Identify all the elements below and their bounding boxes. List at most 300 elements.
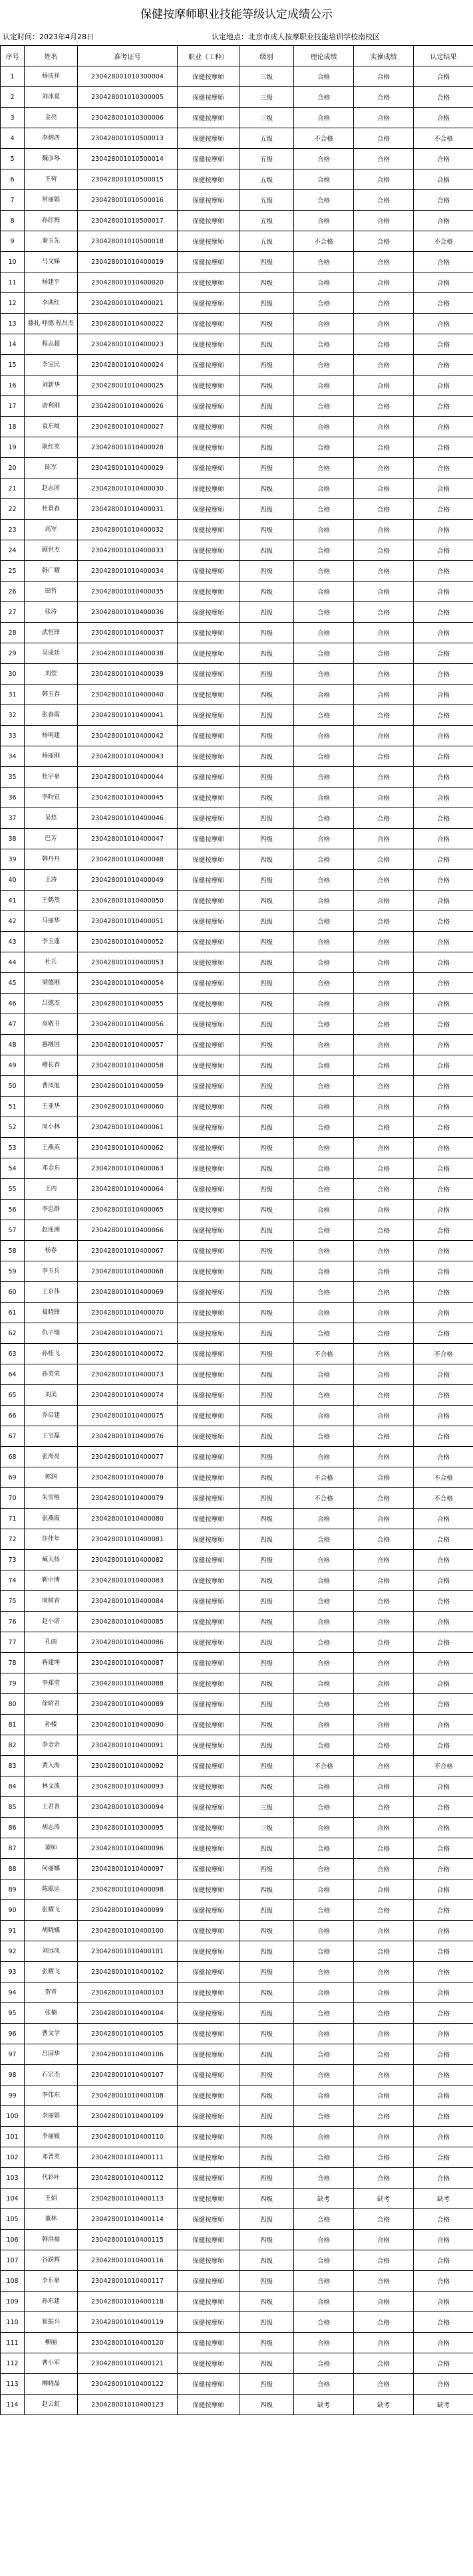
result: 缺考 <box>414 2395 473 2415</box>
occupation: 保健按摩师 <box>178 1344 239 1364</box>
level: 四级 <box>239 1632 294 1653</box>
theory-score: 合格 <box>294 2292 354 2312</box>
level: 四级 <box>239 2003 294 2024</box>
occupation: 保健按摩师 <box>178 314 239 334</box>
exam-info <box>0 29 473 45</box>
exam-id: 230428001010400121 <box>78 2353 178 2374</box>
occupation: 保健按摩师 <box>178 870 239 891</box>
candidate-name: 马文娣 <box>25 252 78 272</box>
practical-score: 合格 <box>354 1220 414 1241</box>
exam-id: 230428001010400116 <box>78 2250 178 2271</box>
exam-id: 230428001010400034 <box>78 561 178 582</box>
theory-score: 合格 <box>294 1673 354 1694</box>
table-row <box>1 891 473 911</box>
theory-score: 合格 <box>294 2271 354 2292</box>
exam-id: 230428001010400093 <box>78 1776 178 1797</box>
practical-score: 合格 <box>354 973 414 994</box>
table-row <box>1 2127 473 2147</box>
exam-id: 230428001010400038 <box>78 643 178 664</box>
candidate-name: 王君善 <box>25 1797 78 1818</box>
row-index: 7 <box>1 190 25 211</box>
practical-score: 合格 <box>354 2209 414 2230</box>
theory-score: 合格 <box>294 479 354 499</box>
theory-score: 合格 <box>294 417 354 437</box>
candidate-name: 李玉蓬 <box>25 932 78 952</box>
occupation: 保健按摩师 <box>178 685 239 705</box>
occupation: 保健按摩师 <box>178 1715 239 1735</box>
result: 合格 <box>414 911 473 932</box>
exam-id: 230428001010300094 <box>78 1797 178 1818</box>
level: 四级 <box>239 540 294 561</box>
exam-id: 230428001010500013 <box>78 128 178 149</box>
theory-score: 合格 <box>294 1323 354 1344</box>
result: 合格 <box>414 2312 473 2333</box>
result: 合格 <box>414 108 473 128</box>
candidate-name: 朱雪维 <box>25 1488 78 1509</box>
theory-score: 合格 <box>294 190 354 211</box>
result: 合格 <box>414 1879 473 1900</box>
exam-id: 230428001010400115 <box>78 2230 178 2250</box>
result: 合格 <box>414 891 473 911</box>
level: 四级 <box>239 499 294 520</box>
practical-score: 合格 <box>354 1550 414 1570</box>
table-row <box>1 169 473 190</box>
practical-score: 合格 <box>354 499 414 520</box>
result: 合格 <box>414 561 473 582</box>
occupation: 保健按摩师 <box>178 437 239 458</box>
candidate-name: 袁东岐 <box>25 417 78 437</box>
occupation: 保健按摩师 <box>178 1241 239 1261</box>
table-row <box>1 231 473 252</box>
candidate-name: 郭润 <box>25 1467 78 1488</box>
level: 四级 <box>239 252 294 272</box>
exam-id: 230428001010400065 <box>78 1200 178 1220</box>
row-index: 66 <box>1 1406 25 1426</box>
practical-score: 合格 <box>354 355 414 376</box>
exam-id: 230428001010400118 <box>78 2292 178 2312</box>
exam-id: 230428001010400053 <box>78 952 178 973</box>
candidate-name: 马丽华 <box>25 911 78 932</box>
row-index: 22 <box>1 499 25 520</box>
theory-score: 合格 <box>294 829 354 849</box>
level: 四级 <box>239 2127 294 2147</box>
row-index: 93 <box>1 1962 25 1983</box>
row-index: 33 <box>1 726 25 746</box>
table-header <box>1 46 473 66</box>
practical-score: 合格 <box>354 396 414 417</box>
level: 四级 <box>239 1385 294 1406</box>
occupation: 保健按摩师 <box>178 2250 239 2271</box>
candidate-name: 杨丽刚 <box>25 746 78 767</box>
practical-score: 合格 <box>354 169 414 190</box>
row-index: 100 <box>1 2106 25 2127</box>
result: 合格 <box>414 932 473 952</box>
candidate-name: 李典红 <box>25 293 78 314</box>
theory-score: 合格 <box>294 994 354 1014</box>
row-index: 39 <box>1 849 25 870</box>
result: 合格 <box>414 1261 473 1282</box>
row-index: 97 <box>1 2044 25 2065</box>
exam-id: 230428001010400049 <box>78 870 178 891</box>
exam-id: 230428001010400076 <box>78 1426 178 1447</box>
level: 四级 <box>239 1282 294 1303</box>
theory-score: 合格 <box>294 2044 354 2065</box>
level: 四级 <box>239 891 294 911</box>
occupation: 保健按摩师 <box>178 1035 239 1055</box>
candidate-name: 孙楼 <box>25 1715 78 1735</box>
theory-score: 合格 <box>294 2333 354 2353</box>
occupation: 保健按摩师 <box>178 2065 239 2086</box>
table-row <box>1 849 473 870</box>
exam-id: 230428001010400105 <box>78 2024 178 2044</box>
theory-score: 合格 <box>294 2086 354 2106</box>
table-row <box>1 1097 473 1117</box>
result: 合格 <box>414 1509 473 1529</box>
row-index: 43 <box>1 932 25 952</box>
theory-score: 合格 <box>294 1385 354 1406</box>
level: 四级 <box>239 2189 294 2209</box>
practical-score: 合格 <box>354 1261 414 1282</box>
table-row <box>1 1653 473 1673</box>
result: 不合格 <box>414 128 473 149</box>
level: 四级 <box>239 1529 294 1550</box>
practical-score: 合格 <box>354 1344 414 1364</box>
level: 四级 <box>239 602 294 623</box>
table-row <box>1 788 473 808</box>
occupation: 保健按摩师 <box>178 1467 239 1488</box>
level: 四级 <box>239 1014 294 1035</box>
occupation: 保健按摩师 <box>178 417 239 437</box>
candidate-name: 王宝磊 <box>25 1426 78 1447</box>
exam-id: 230428001010500016 <box>78 190 178 211</box>
exam-id: 230428001010300006 <box>78 108 178 128</box>
occupation: 保健按摩师 <box>178 540 239 561</box>
result: 合格 <box>414 190 473 211</box>
occupation: 保健按摩师 <box>178 1776 239 1797</box>
practical-score: 合格 <box>354 458 414 479</box>
theory-score: 合格 <box>294 1900 354 1921</box>
exam-id: 230428001010400055 <box>78 994 178 1014</box>
level: 四级 <box>239 2209 294 2230</box>
practical-score: 合格 <box>354 1570 414 1591</box>
theory-score: 合格 <box>294 1035 354 1055</box>
occupation: 保健按摩师 <box>178 2086 239 2106</box>
table-row <box>1 1035 473 1055</box>
row-index: 88 <box>1 1859 25 1879</box>
candidate-name: 黄大海 <box>25 1756 78 1776</box>
exam-id: 230428001010400111 <box>78 2147 178 2168</box>
practical-score: 合格 <box>354 520 414 540</box>
level: 四级 <box>239 1673 294 1694</box>
occupation: 保健按摩师 <box>178 849 239 870</box>
candidate-name: 孙英荣 <box>25 1364 78 1385</box>
table-row <box>1 1385 473 1406</box>
table-row <box>1 2024 473 2044</box>
row-index: 112 <box>1 2353 25 2374</box>
candidate-name: 王鹤然 <box>25 891 78 911</box>
col-occupation-header: 职业（工种） <box>178 46 239 66</box>
theory-score: 合格 <box>294 911 354 932</box>
theory-score: 合格 <box>294 1776 354 1797</box>
theory-score: 合格 <box>294 1282 354 1303</box>
candidate-name: 韩广耀 <box>25 561 78 582</box>
exam-id: 230428001010400075 <box>78 1406 178 1426</box>
exam-id: 230428001010400056 <box>78 1014 178 1035</box>
theory-score: 合格 <box>294 1591 354 1612</box>
row-index: 104 <box>1 2189 25 2209</box>
level: 四级 <box>239 437 294 458</box>
result: 合格 <box>414 1921 473 1941</box>
occupation: 保健按摩师 <box>178 705 239 726</box>
theory-score: 合格 <box>294 396 354 417</box>
occupation: 保健按摩师 <box>178 2292 239 2312</box>
theory-score: 合格 <box>294 1715 354 1735</box>
candidate-name: 靳中博 <box>25 1570 78 1591</box>
table-row <box>1 1612 473 1632</box>
exam-id: 230428001010400122 <box>78 2374 178 2395</box>
col-practical-header: 实操成绩 <box>354 46 414 66</box>
row-index: 2 <box>1 87 25 108</box>
result: 合格 <box>414 1941 473 1962</box>
candidate-name: 张海亮 <box>25 1447 78 1467</box>
exam-id: 230428001010400032 <box>78 520 178 540</box>
practical-score: 合格 <box>354 746 414 767</box>
candidate-name: 孙桂飞 <box>25 1344 78 1364</box>
level: 四级 <box>239 1241 294 1261</box>
result: 合格 <box>414 1694 473 1715</box>
result: 合格 <box>414 1612 473 1632</box>
theory-score: 合格 <box>294 705 354 726</box>
table-row <box>1 1241 473 1261</box>
row-index: 45 <box>1 973 25 994</box>
table-row <box>1 1962 473 1983</box>
exam-id: 230428001010400030 <box>78 479 178 499</box>
level: 四级 <box>239 1550 294 1570</box>
theory-score: 合格 <box>294 582 354 602</box>
table-row <box>1 1818 473 1838</box>
practical-score: 合格 <box>354 1900 414 1921</box>
candidate-name: 李东豪 <box>25 2271 78 2292</box>
result: 合格 <box>414 2209 473 2230</box>
result: 合格 <box>414 1323 473 1344</box>
table-row <box>1 1879 473 1900</box>
level: 四级 <box>239 1879 294 1900</box>
exam-id: 230428001010400089 <box>78 1694 178 1715</box>
table-row <box>1 643 473 664</box>
exam-id: 230428001010400113 <box>78 2189 178 2209</box>
occupation: 保健按摩师 <box>178 2147 239 2168</box>
exam-id: 230428001010400033 <box>78 540 178 561</box>
practical-score: 合格 <box>354 1879 414 1900</box>
result: 合格 <box>414 2353 473 2374</box>
theory-score: 合格 <box>294 870 354 891</box>
practical-score: 合格 <box>354 891 414 911</box>
practical-score: 合格 <box>354 582 414 602</box>
practical-score: 合格 <box>354 1323 414 1344</box>
exam-id: 230428001010500017 <box>78 211 178 231</box>
candidate-name: 韩洪福 <box>25 2230 78 2250</box>
practical-score: 合格 <box>354 252 414 272</box>
occupation: 保健按摩师 <box>178 1488 239 1509</box>
practical-score: 合格 <box>354 1200 414 1220</box>
candidate-name: 刘萱 <box>25 664 78 685</box>
occupation: 保健按摩师 <box>178 1941 239 1962</box>
row-index: 65 <box>1 1385 25 1406</box>
candidate-name: 周小林 <box>25 1117 78 1138</box>
candidate-name: 陈聪运 <box>25 1879 78 1900</box>
exam-id: 230428001010400057 <box>78 1035 178 1055</box>
practical-score: 合格 <box>354 623 414 643</box>
practical-score: 合格 <box>354 2147 414 2168</box>
practical-score: 合格 <box>354 293 414 314</box>
row-index: 26 <box>1 582 25 602</box>
result: 合格 <box>414 2250 473 2271</box>
result: 合格 <box>414 1735 473 1756</box>
theory-score: 合格 <box>294 1158 354 1179</box>
candidate-name: 邓金东 <box>25 1158 78 1179</box>
exam-id: 230428001010400021 <box>78 293 178 314</box>
candidate-name: 胡晓娜 <box>25 1921 78 1941</box>
row-index: 103 <box>1 2168 25 2189</box>
practical-score: 合格 <box>354 664 414 685</box>
table-row <box>1 2168 473 2189</box>
result: 合格 <box>414 2127 473 2147</box>
result: 合格 <box>414 2024 473 2044</box>
practical-score: 合格 <box>354 314 414 334</box>
result: 合格 <box>414 499 473 520</box>
table-row <box>1 1200 473 1220</box>
practical-score: 合格 <box>354 1406 414 1426</box>
exam-id: 230428001010500015 <box>78 169 178 190</box>
theory-score: 合格 <box>294 1632 354 1653</box>
candidate-name: 顾世杰 <box>25 540 78 561</box>
candidate-name: 王京伟 <box>25 1282 78 1303</box>
result: 合格 <box>414 726 473 746</box>
result: 合格 <box>414 582 473 602</box>
table-row <box>1 1900 473 1921</box>
row-index: 92 <box>1 1941 25 1962</box>
theory-score: 合格 <box>294 2147 354 2168</box>
occupation: 保健按摩师 <box>178 2106 239 2127</box>
table-body <box>1 66 473 2415</box>
practical-score: 合格 <box>354 2333 414 2353</box>
theory-score: 合格 <box>294 849 354 870</box>
row-index: 83 <box>1 1756 25 1776</box>
row-index: 74 <box>1 1570 25 1591</box>
row-index: 71 <box>1 1509 25 1529</box>
practical-score: 合格 <box>354 540 414 561</box>
row-index: 68 <box>1 1447 25 1467</box>
practical-score: 合格 <box>354 479 414 499</box>
row-index: 11 <box>1 272 25 293</box>
theory-score: 合格 <box>294 1879 354 1900</box>
exam-id: 230428001010400068 <box>78 1261 178 1282</box>
exam-id: 230428001010400025 <box>78 376 178 396</box>
row-index: 40 <box>1 870 25 891</box>
row-index: 38 <box>1 829 25 849</box>
exam-id: 230428001010400042 <box>78 726 178 746</box>
theory-score: 合格 <box>294 252 354 272</box>
occupation: 保健按摩师 <box>178 932 239 952</box>
candidate-name: 唐利刚 <box>25 396 78 417</box>
table-row <box>1 2003 473 2024</box>
exam-id: 230428001010400066 <box>78 1220 178 1241</box>
level: 四级 <box>239 1900 294 1921</box>
table-row <box>1 582 473 602</box>
occupation: 保健按摩师 <box>178 664 239 685</box>
theory-score: 合格 <box>294 973 354 994</box>
result: 合格 <box>414 623 473 643</box>
table-row <box>1 334 473 355</box>
candidate-name: 李昀宣 <box>25 788 78 808</box>
theory-score: 合格 <box>294 1509 354 1529</box>
theory-score: 合格 <box>294 602 354 623</box>
occupation: 保健按摩师 <box>178 1447 239 1467</box>
theory-score: 合格 <box>294 726 354 746</box>
exam-id: 230428001010300005 <box>78 87 178 108</box>
table-row <box>1 2209 473 2230</box>
level: 四级 <box>239 1467 294 1488</box>
row-index: 30 <box>1 664 25 685</box>
exam-id: 230428001010400046 <box>78 808 178 829</box>
result: 合格 <box>414 149 473 169</box>
theory-score: 合格 <box>294 458 354 479</box>
level: 四级 <box>239 1570 294 1591</box>
row-index: 50 <box>1 1076 25 1097</box>
occupation: 保健按摩师 <box>178 2312 239 2333</box>
row-index: 28 <box>1 623 25 643</box>
exam-id: 230428001010400035 <box>78 582 178 602</box>
col-index-header: 序号 <box>1 46 25 66</box>
row-index: 13 <box>1 314 25 334</box>
exam-id: 230428001010400079 <box>78 1488 178 1509</box>
exam-id: 230428001010400091 <box>78 1735 178 1756</box>
theory-score: 合格 <box>294 1797 354 1818</box>
row-index: 54 <box>1 1158 25 1179</box>
practical-score: 合格 <box>354 1488 414 1509</box>
practical-score: 合格 <box>354 1962 414 1983</box>
occupation: 保健按摩师 <box>178 1694 239 1715</box>
table-row <box>1 1076 473 1097</box>
table-row <box>1 108 473 128</box>
level: 四级 <box>239 2065 294 2086</box>
row-index: 113 <box>1 2374 25 2395</box>
theory-score: 合格 <box>294 1097 354 1117</box>
table-row <box>1 973 473 994</box>
practical-score: 合格 <box>354 1715 414 1735</box>
table-row <box>1 1838 473 1859</box>
level: 四级 <box>239 1694 294 1715</box>
level: 四级 <box>239 2024 294 2044</box>
level: 四级 <box>239 1220 294 1241</box>
table-row <box>1 396 473 417</box>
exam-id: 230428001010400070 <box>78 1303 178 1323</box>
candidate-name: 滕扎·呼德·程昌杰 <box>25 314 78 334</box>
table-row <box>1 623 473 643</box>
table-row <box>1 994 473 1014</box>
practical-score: 合格 <box>354 231 414 252</box>
row-index: 106 <box>1 2230 25 2250</box>
candidate-name: 杜兵 <box>25 952 78 973</box>
candidate-name: 柳丽 <box>25 2333 78 2353</box>
occupation: 保健按摩师 <box>178 231 239 252</box>
practical-score: 合格 <box>354 149 414 169</box>
exam-id: 230428001010400108 <box>78 2086 178 2106</box>
table-row <box>1 2086 473 2106</box>
table-row <box>1 1220 473 1241</box>
level: 四级 <box>239 2044 294 2065</box>
occupation: 保健按摩师 <box>178 2374 239 2395</box>
